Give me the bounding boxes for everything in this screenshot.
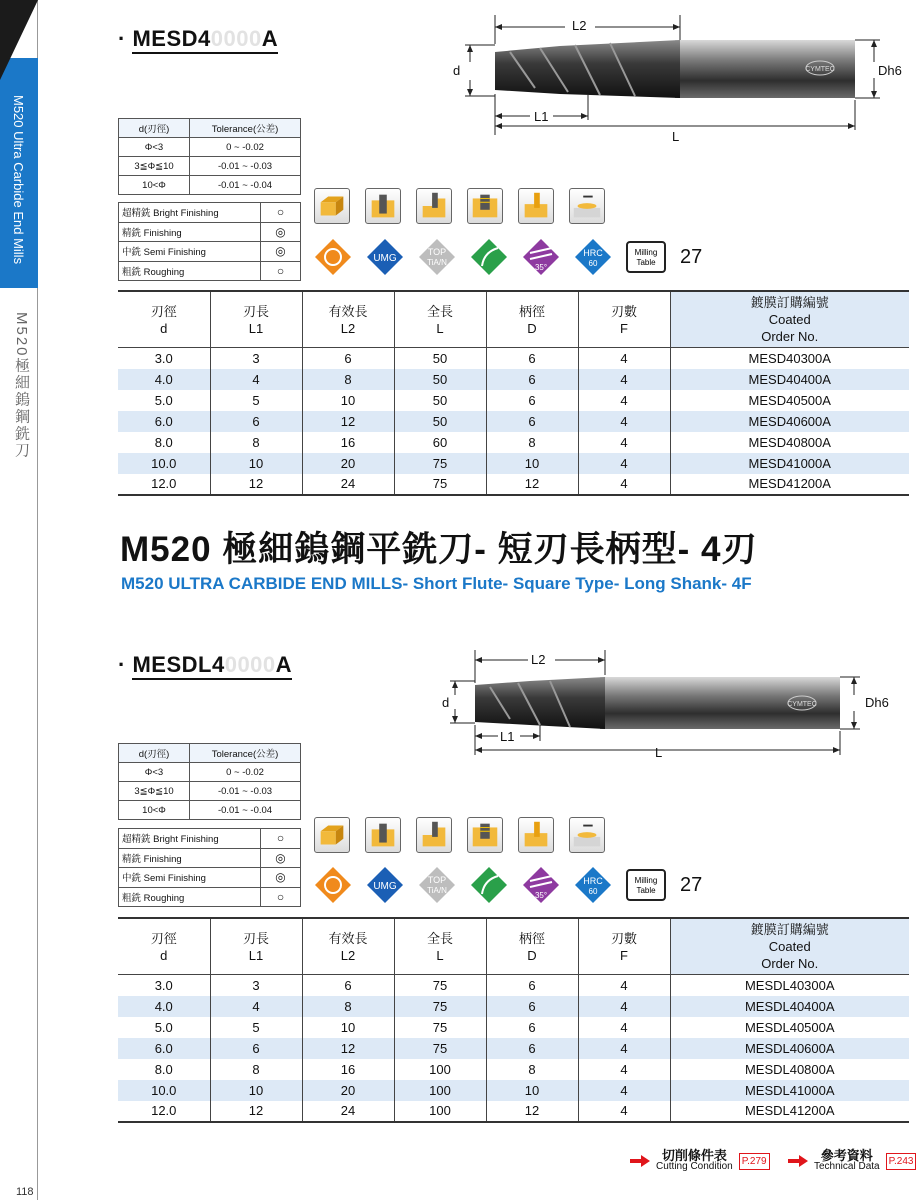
svg-text:HRC: HRC <box>583 876 603 886</box>
table-cell: 4 <box>578 1017 670 1038</box>
table-cell: 6 <box>486 1038 578 1059</box>
table-cell: 6 <box>486 348 578 369</box>
table-row <box>118 1017 909 1038</box>
dim-label-d: d <box>442 695 450 710</box>
table-cell: 12 <box>302 411 394 432</box>
table-cell: 8.0 <box>118 432 210 453</box>
table-row <box>118 348 909 369</box>
order-number-cell: MESDL40500A <box>744 1019 835 1035</box>
svg-text:TiA/N: TiA/N <box>427 258 447 267</box>
spec-table <box>118 917 909 1123</box>
svg-text:HRC: HRC <box>583 248 603 258</box>
svg-text:60: 60 <box>588 259 598 268</box>
table-cell: 3.0 <box>118 348 210 369</box>
table-cell: 3 <box>210 348 302 369</box>
cutting-condition-en: Cutting Condition <box>656 1161 733 1172</box>
table-cell: 6.0 <box>118 411 210 432</box>
shoulder-milling-icon <box>416 188 452 224</box>
table-row <box>118 975 909 996</box>
table-cell: 6 <box>302 975 394 996</box>
table-row <box>118 411 909 432</box>
table-cell: 100 <box>394 1080 486 1101</box>
table-cell: 8 <box>486 1059 578 1080</box>
milling-table-page-ref: 27 <box>680 245 703 268</box>
corner-decoration <box>0 0 38 80</box>
table-cell: 6 <box>210 1038 302 1059</box>
table-cell: 4 <box>578 348 670 369</box>
table-row <box>118 474 909 495</box>
col-head-diameter: 刃徑 d <box>118 918 210 975</box>
table-row <box>118 996 909 1017</box>
tolerance-table: d(刃徑) Tolerance(公差) Φ<3 0 ~ -0.02 3≦Φ≦10 -0.01 ~ -0.03 10<Φ -0.01 ~ -0.04 <box>118 118 301 195</box>
table-cell: 12 <box>210 1101 302 1122</box>
svg-text:35°: 35° <box>534 263 548 272</box>
col-head-overall-length: 全長 L <box>394 291 486 348</box>
machining-icon-row <box>314 188 605 224</box>
geometry-badge <box>470 238 508 276</box>
table-cell: 4.0 <box>118 369 210 390</box>
brand-logo: CYMTEC <box>805 66 835 73</box>
order-number-cell: MESDL41200A <box>670 1101 909 1122</box>
table-cell: 12.0 <box>118 474 210 495</box>
arrow-right-icon <box>630 1155 650 1167</box>
table-cell: 8 <box>210 432 302 453</box>
table-cell: 10 <box>302 390 394 411</box>
table-cell: 8.0 <box>118 1059 210 1080</box>
table-cell: 8 <box>486 432 578 453</box>
table-cell: 4 <box>578 1059 670 1080</box>
svg-text:Table: Table <box>636 886 656 895</box>
milling-table-page-ref: 27 <box>680 873 703 896</box>
plunge-milling-icon <box>518 188 554 224</box>
table-cell: 100 <box>394 1101 486 1122</box>
coating-badge-row <box>314 866 702 904</box>
table-cell: 6 <box>486 390 578 411</box>
col-head-effective-length: 有效長 L2 <box>302 291 394 348</box>
page-title: M520 極細鎢鋼平銑刀- 短刃長柄型- 4刃 <box>120 530 758 569</box>
table-cell: 8 <box>302 369 394 390</box>
table-cell: 4 <box>578 1101 670 1122</box>
tool-dimension-drawing <box>440 645 910 765</box>
dim-label-d: d <box>453 63 461 78</box>
table-cell: 75 <box>394 1038 486 1059</box>
face-milling-icon <box>569 817 605 853</box>
table-cell: 5.0 <box>118 1017 210 1038</box>
col-head-shank-diameter: 柄徑 D <box>486 918 578 975</box>
col-head-order-no: 鍍膜訂購編號 Coated Order No. <box>670 291 909 348</box>
table-cell: 75 <box>394 996 486 1017</box>
table-cell: 6 <box>486 369 578 390</box>
table-cell: 10.0 <box>118 453 210 474</box>
table-cell: 24 <box>302 1101 394 1122</box>
table-cell: 12.0 <box>118 1101 210 1122</box>
technical-data-cn: 參考資料 <box>820 1148 873 1163</box>
cutting-condition-link[interactable] <box>630 1150 770 1172</box>
table-cell: 12 <box>302 1038 394 1059</box>
table-cell: 50 <box>394 411 486 432</box>
col-head-flutes: 刃數 F <box>578 918 670 975</box>
table-cell: 75 <box>394 474 486 495</box>
order-number-cell: MESDL40300A <box>744 977 835 993</box>
side-milling-icon <box>314 188 350 224</box>
svg-text:35°: 35° <box>534 891 548 900</box>
table-cell: 10 <box>486 453 578 474</box>
cutting-condition-page: P.279 <box>739 1153 770 1170</box>
table-cell: 4 <box>578 390 670 411</box>
svg-text:UMG: UMG <box>373 253 397 264</box>
dim-label-l: L <box>672 129 680 144</box>
code-suffix: A <box>261 26 279 51</box>
svg-text:Milling: Milling <box>634 876 658 885</box>
technical-data-en: Technical Data <box>814 1161 880 1172</box>
table-cell: 24 <box>302 474 394 495</box>
table-cell: 10 <box>302 1017 394 1038</box>
pocket-milling-icon <box>467 188 503 224</box>
table-cell: 5 <box>210 390 302 411</box>
order-number-cell: MESDL40800A <box>744 1061 835 1077</box>
slotting-icon <box>365 817 401 853</box>
dim-label-l2: L2 <box>572 18 587 33</box>
code-placeholder: 0000 <box>210 26 262 51</box>
page-subtitle: M520 ULTRA CARBIDE END MILLS- Short Flute- Square Type- Long Shank- 4F <box>121 574 752 593</box>
code-prefix: MESD4 <box>132 26 211 51</box>
product-code-title: · MESDL40000A <box>118 652 292 678</box>
table-cell: 4 <box>578 453 670 474</box>
table-cell: 50 <box>394 369 486 390</box>
table-cell: 16 <box>302 1059 394 1080</box>
table-cell: 75 <box>394 975 486 996</box>
table-row <box>118 1101 909 1122</box>
table-cell: 8 <box>210 1059 302 1080</box>
table-cell: 60 <box>394 432 486 453</box>
table-cell: 6 <box>302 348 394 369</box>
table-row <box>118 390 909 411</box>
shoulder-milling-icon <box>416 817 452 853</box>
umg-carbide-badge <box>366 238 404 276</box>
table-cell: 10 <box>486 1080 578 1101</box>
table-cell: 4 <box>578 975 670 996</box>
svg-text:Milling: Milling <box>634 248 658 257</box>
col-head-flute-length: 刃長 L1 <box>210 918 302 975</box>
dim-label-dh6: Dh6 <box>878 63 902 78</box>
table-cell: 12 <box>486 474 578 495</box>
table-cell: 6 <box>210 411 302 432</box>
hrc-hardness-badge <box>574 866 612 904</box>
coating-badge-row <box>314 238 702 276</box>
table-cell: 10.0 <box>118 1080 210 1101</box>
col-head-effective-length: 有效長 L2 <box>302 918 394 975</box>
tolerance-table: d(刃徑) Tolerance(公差) Φ<3 0 ~ -0.02 3≦Φ≦10 -0.01 ~ -0.03 10<Φ -0.01 ~ -0.04 <box>118 743 301 820</box>
order-number-cell: MESDL40400A <box>670 996 909 1017</box>
svg-text:TOP: TOP <box>427 875 447 885</box>
umg-carbide-badge <box>366 866 404 904</box>
tiain-coating-badge <box>418 238 456 276</box>
tiain-coating-badge <box>418 866 456 904</box>
table-cell: 20 <box>302 453 394 474</box>
spec-table <box>118 290 909 496</box>
dim-label-l2: L2 <box>531 652 546 667</box>
code-placeholder: 0000 <box>224 652 276 677</box>
side-tab-chinese-label: M520極細鎢鋼銑刀 <box>13 312 30 460</box>
table-cell: 20 <box>302 1080 394 1101</box>
table-row <box>118 1059 909 1080</box>
table-cell: 6 <box>486 975 578 996</box>
table-row <box>118 1080 909 1101</box>
order-number-cell: MESD40500A <box>748 392 831 408</box>
col-head-diameter: 刃徑 d <box>118 291 210 348</box>
order-number-cell: MESD41200A <box>670 474 909 495</box>
table-cell: 4 <box>578 474 670 495</box>
order-number-cell: MESD40800A <box>748 434 831 450</box>
table-cell: 3 <box>210 975 302 996</box>
helix-angle-badge <box>522 866 560 904</box>
table-cell: 6 <box>486 411 578 432</box>
table-cell: 4 <box>578 996 670 1017</box>
order-number-cell: MESD40400A <box>670 369 909 390</box>
side-tab-english-label: M520 Ultra Carbide End Mills <box>11 95 26 265</box>
hrc-hardness-badge <box>574 238 612 276</box>
cutting-condition-cn: 切削條件表 <box>661 1148 727 1163</box>
geometry-badge <box>470 866 508 904</box>
table-cell: 4 <box>578 432 670 453</box>
table-cell: 6 <box>486 996 578 1017</box>
table-cell: 75 <box>394 1017 486 1038</box>
table-row <box>118 453 909 474</box>
table-cell: 4.0 <box>118 996 210 1017</box>
table-cell: 5 <box>210 1017 302 1038</box>
table-cell: 100 <box>394 1059 486 1080</box>
table-cell: 6 <box>486 1017 578 1038</box>
machining-icon-row <box>314 817 605 853</box>
tool-material-icon <box>314 866 352 904</box>
table-row <box>118 369 909 390</box>
table-cell: 75 <box>394 453 486 474</box>
tool-material-icon <box>314 238 352 276</box>
col-head-order-no: 鍍膜訂購編號 Coated Order No. <box>670 918 909 975</box>
dim-label-l: L <box>655 745 663 760</box>
col-head-flutes: 刃數 F <box>578 291 670 348</box>
col-head-overall-length: 全長 L <box>394 918 486 975</box>
table-cell: 3.0 <box>118 975 210 996</box>
tool-dimension-drawing <box>450 10 910 140</box>
table-cell: 4 <box>578 1038 670 1059</box>
pocket-milling-icon <box>467 817 503 853</box>
svg-text:Table: Table <box>636 258 656 267</box>
face-milling-icon <box>569 188 605 224</box>
milling-table-book-icon[interactable] <box>626 241 666 273</box>
dim-label-l1: L1 <box>534 109 549 124</box>
product-code-title: · MESD40000A <box>118 26 278 52</box>
table-cell: 4 <box>578 1080 670 1101</box>
helix-angle-badge <box>522 238 560 276</box>
table-cell: 5.0 <box>118 390 210 411</box>
col-head-shank-diameter: 柄徑 D <box>486 291 578 348</box>
order-number-cell: MESD41000A <box>670 453 909 474</box>
milling-table-book-icon[interactable] <box>626 869 666 901</box>
dim-label-dh6: Dh6 <box>865 695 889 710</box>
plunge-milling-icon <box>518 817 554 853</box>
machining-mode-table: 超精銑 Bright Finishing ○ 精銑 Finishing ◎ 中銑 Semi Finishing ◎ 粗銑 Roughing ○ <box>118 202 301 281</box>
table-cell: 4 <box>210 369 302 390</box>
table-cell: 4 <box>578 369 670 390</box>
technical-data-page: P.243 <box>886 1153 917 1170</box>
table-cell: 16 <box>302 432 394 453</box>
table-cell: 4 <box>210 996 302 1017</box>
svg-text:TiA/N: TiA/N <box>427 886 447 895</box>
table-cell: 4 <box>578 411 670 432</box>
slotting-icon <box>365 188 401 224</box>
table-row <box>118 1038 909 1059</box>
table-cell: 10 <box>210 453 302 474</box>
svg-text:60: 60 <box>588 887 598 896</box>
arrow-right-icon <box>788 1155 808 1167</box>
svg-text:UMG: UMG <box>373 881 397 892</box>
order-number-cell: MESD40300A <box>748 350 831 366</box>
code-suffix: A <box>275 652 293 677</box>
order-number-cell: MESDL40600A <box>670 1038 909 1059</box>
order-number-cell: MESDL41000A <box>670 1080 909 1101</box>
table-cell: 6.0 <box>118 1038 210 1059</box>
table-cell: 10 <box>210 1080 302 1101</box>
table-cell: 8 <box>302 996 394 1017</box>
dim-label-l1: L1 <box>500 729 515 744</box>
table-cell: 50 <box>394 348 486 369</box>
table-cell: 12 <box>210 474 302 495</box>
table-row <box>118 432 909 453</box>
svg-text:TOP: TOP <box>427 247 447 257</box>
col-head-flute-length: 刃長 L1 <box>210 291 302 348</box>
order-number-cell: MESD40600A <box>670 411 909 432</box>
code-prefix: MESDL4 <box>132 652 225 677</box>
table-cell: 50 <box>394 390 486 411</box>
brand-logo: CYMTEC <box>787 701 817 708</box>
table-cell: 12 <box>486 1101 578 1122</box>
side-milling-icon <box>314 817 350 853</box>
technical-data-link[interactable] <box>788 1150 916 1172</box>
machining-mode-table: 超精銑 Bright Finishing ○ 精銑 Finishing ◎ 中銑 Semi Finishing ◎ 粗銑 Roughing ○ <box>118 828 301 907</box>
page-number: 118 <box>16 1186 34 1198</box>
